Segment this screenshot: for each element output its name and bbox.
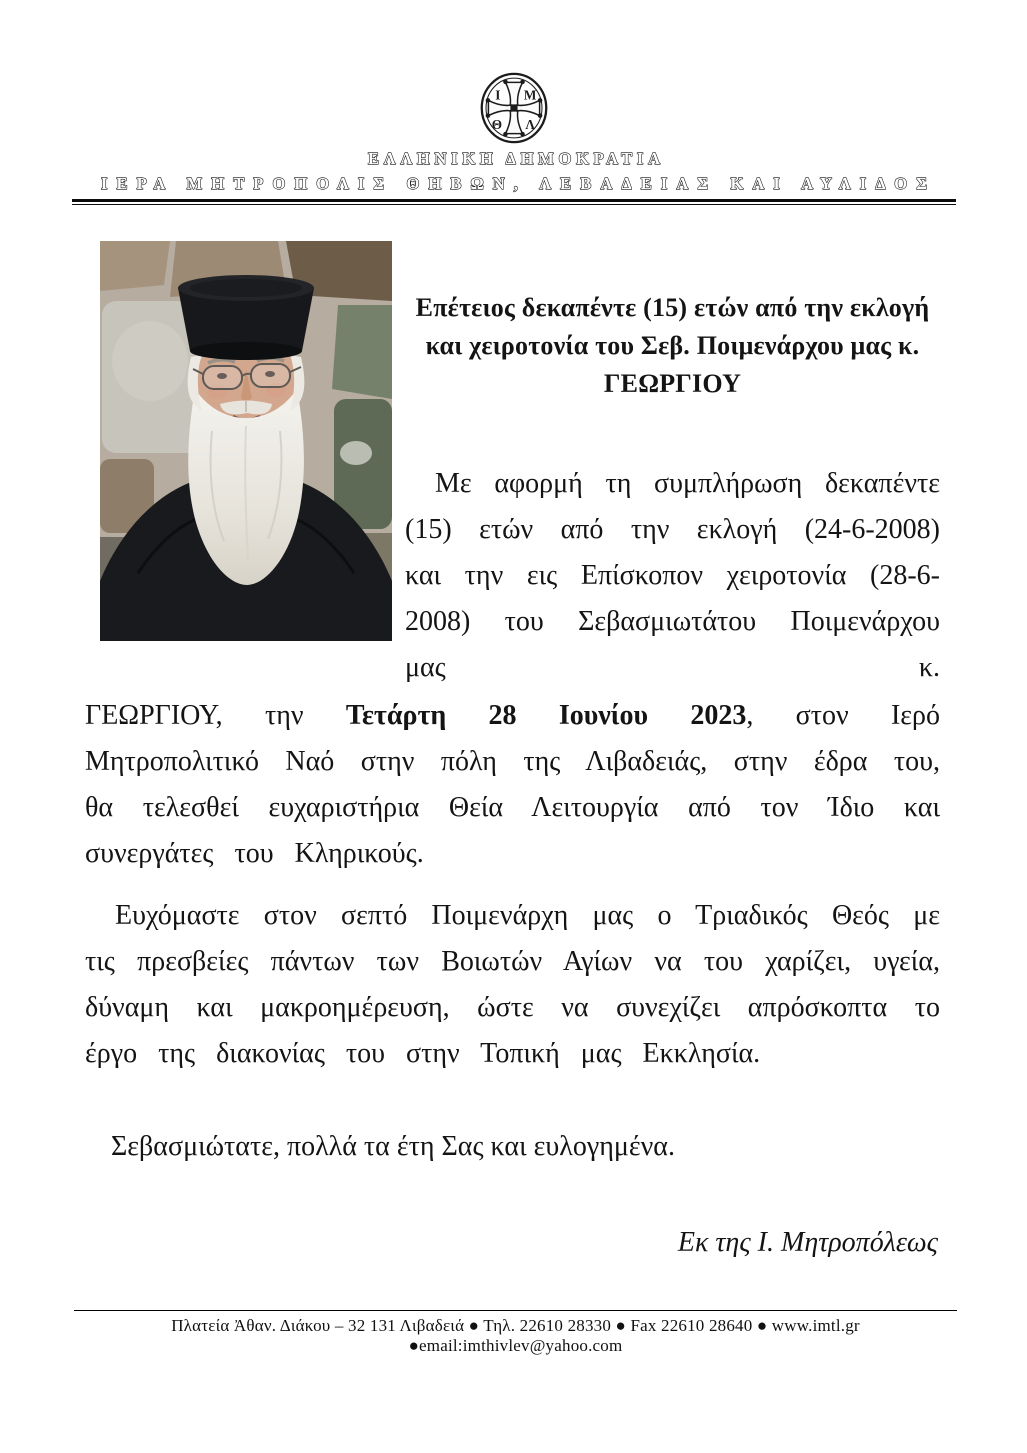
metropolis-seal-logo: [477, 70, 551, 146]
header-republic-line: ΕΛΛΗΝΙΚΗ ΔΗΜΟΚΡΑΤΙΑ: [367, 149, 660, 168]
header-metropolis-line: ΙΕΡΑ ΜΗΤΡΟΠΟΛΙΣ ΘΗΒΩΝ, ΛΕΒΑΔΕΙΑΣ ΚΑΙ ΑΥΛΙΔΟΣ: [100, 174, 927, 193]
paragraph-1-continued-end: , στον Ιερό Μητροπολιτικό Ναό στην πόλη της Λιβαδειάς, στην έδρα του, θα τελεσθεί ευχαριστήρια Θεία Λειτουργία από τον Ίδιο και συνεργάτες του Κληρικούς.: [85, 700, 941, 869]
announcement-title: Επέτειος δεκαπέντε (15) ετών από την εκλογή και χειροτονία του Σεβ. Ποιμενάρχου μας κ. ΓΕΩΡΓΙΟΥ: [415, 293, 930, 398]
seal-letter-iota: Ι: [494, 87, 500, 103]
seal-letter-lambda: Λ: [524, 116, 535, 132]
seal-letter-mu: Μ: [523, 87, 536, 103]
photo-and-title-row: [85, 241, 940, 691]
paragraph-2-wish: Ευχόμαστε στον σεπτό Ποιμενάρχη μας ο Τριαδικός Θεός με τις πρεσβείες πάντων των Βοιωτών Αγίων να του χαρίζει, υγεία, δύναμη και μακροημέρευση, ώστε να συνεχίζει απρόσκοπτα το έργο της διακονίας του στην Τοπική μας Εκκλησία.: [85, 900, 940, 1069]
title-column: [392, 241, 940, 691]
footer: [74, 1310, 957, 1356]
letterhead-titles: [64, 148, 964, 196]
letter-body: [85, 241, 940, 1263]
paragraph-1-continued: [85, 693, 940, 877]
closing-greeting: Σεβασμιώτατε, πολλά τα έτη Σας και ευλογημένα.: [111, 1131, 675, 1162]
metropolitan-portrait-photo: [100, 241, 392, 641]
seal-letter-theta: Θ: [491, 116, 502, 132]
header-divider-rule: [72, 199, 956, 205]
letterhead: [0, 0, 1027, 205]
paragraph-1-continued-start: ΓΕΩΡΓΙΟΥ, την: [85, 700, 346, 731]
signature-line: Εκ της Ι. Μητροπόλεως: [677, 1227, 938, 1258]
footer-contact-line: Πλατεία Ἀθαν. Διάκου – 32 131 Λιβαδειά ● Τηλ. 22610 28330 ● Fax 22610 28640 ● www.imtl.gr ●email:imthivlev@yahoo.com: [171, 1316, 860, 1355]
kalimavkion-hat: [178, 275, 314, 360]
celebration-date: Τετάρτη 28 Ιουνίου 2023: [345, 700, 747, 731]
paragraph-1-beside-photo: Με αφορμή τη συμπλήρωση δεκαπέντε (15) ετών από την εκλογή (24-6-2008) και την εις Επίσκοπον χειροτονία (28-6-2008) του Σεβασμιωτάτου Ποιμενάρχου μας κ.: [405, 468, 940, 683]
